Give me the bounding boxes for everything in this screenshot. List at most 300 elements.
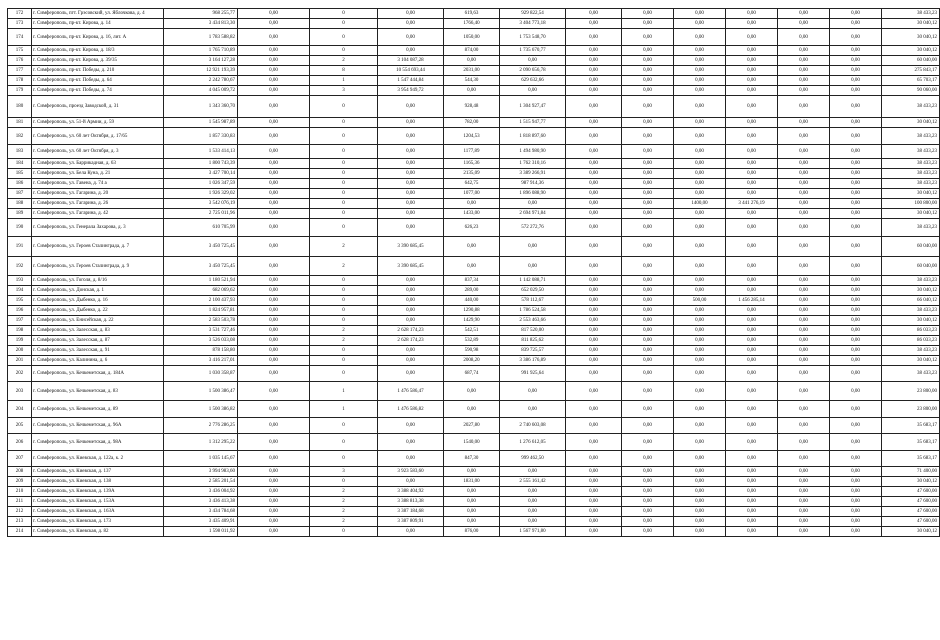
value-cell: 3 994 983,60 xyxy=(164,467,238,477)
table-row xyxy=(8,86,940,96)
value-cell: 0,00 xyxy=(566,286,622,296)
value-cell: 0,00 xyxy=(830,346,882,356)
value-cell: 35 683,17 xyxy=(882,434,940,451)
value-cell: 2008,20 xyxy=(444,356,500,366)
value-cell: 0,00 xyxy=(622,356,674,366)
value-cell: 0,00 xyxy=(566,477,622,487)
value-cell: 1 312 295,22 xyxy=(164,434,238,451)
value-cell: 0,00 xyxy=(622,451,674,467)
value-cell: 0,00 xyxy=(566,257,622,276)
value-cell: 0,00 xyxy=(778,257,830,276)
value-cell: 0,00 xyxy=(778,467,830,477)
value-cell: 30 040,12 xyxy=(882,209,940,219)
value-cell: 0,00 xyxy=(778,189,830,199)
value-cell: 0,00 xyxy=(778,477,830,487)
value-cell: 3 436 413,38 xyxy=(164,497,238,507)
value-cell: 0,00 xyxy=(566,237,622,257)
value-cell: 47 600,00 xyxy=(882,487,940,497)
value-cell: 0,00 xyxy=(444,517,500,527)
value-cell: 0,00 xyxy=(726,219,778,237)
value-cell: 0,00 xyxy=(238,96,310,118)
address-cell: г. Симферополь, ул. Гагарина, д. 42 xyxy=(32,209,164,219)
table-row xyxy=(8,276,940,286)
table-row xyxy=(8,434,940,451)
value-cell: 1 533 414,13 xyxy=(164,145,238,159)
value-cell: 0,00 xyxy=(566,467,622,477)
value-cell: 0,00 xyxy=(566,451,622,467)
value-cell: 0,00 xyxy=(378,46,444,56)
address-cell: г. Симферополь, ул. Кечкеметская, д. 184А xyxy=(32,366,164,382)
table-row xyxy=(8,46,940,56)
value-cell: 0,00 xyxy=(238,19,310,29)
value-cell: 0,00 xyxy=(566,507,622,517)
value-cell: 987 914,36 xyxy=(500,179,566,189)
value-cell: 1 456 285,14 xyxy=(726,296,778,306)
value-cell: 3 427 700,14 xyxy=(164,169,238,179)
value-cell: 3 164 127,28 xyxy=(164,56,238,66)
value-cell: 1 786 524,58 xyxy=(500,306,566,316)
value-cell: 0,00 xyxy=(378,418,444,434)
value-cell: 0,00 xyxy=(830,467,882,477)
value-cell: 0,00 xyxy=(830,199,882,209)
address-cell: г. Симферополь, ул. Киевская, д. 173 xyxy=(32,517,164,527)
table-row xyxy=(8,29,940,46)
address-cell: г. Симферополь, ул. 60 лет Октября, д. 17/65 xyxy=(32,128,164,145)
value-cell: 0,00 xyxy=(378,145,444,159)
value-cell: 0,00 xyxy=(500,487,566,497)
value-cell: 682 069,62 xyxy=(164,286,238,296)
value-cell: 0,00 xyxy=(830,527,882,537)
value-cell: 0,00 xyxy=(830,189,882,199)
address-cell: г. Симферополь, ул. Киевская, д. 163А xyxy=(32,507,164,517)
value-cell: 3 416 217,01 xyxy=(164,356,238,366)
value-cell: 0,00 xyxy=(674,418,726,434)
value-cell: 3 390 685,45 xyxy=(378,237,444,257)
value-cell: 0 xyxy=(310,451,378,467)
value-cell: 0,00 xyxy=(622,306,674,316)
table-row xyxy=(8,76,940,86)
value-cell: 47 600,00 xyxy=(882,497,940,507)
value-cell: 0,00 xyxy=(778,401,830,418)
value-cell: 0,00 xyxy=(830,128,882,145)
address-cell: г. Симферополь, ул. 51-й Армии, д. 59 xyxy=(32,118,164,128)
value-cell: 0,00 xyxy=(238,118,310,128)
value-cell: 0,00 xyxy=(674,487,726,497)
address-cell: г. Симферополь, пр-кт. Кирова, д. 16, лит. А xyxy=(32,29,164,46)
table-row xyxy=(8,128,940,145)
value-cell: 0,00 xyxy=(778,209,830,219)
value-cell: 578 112,67 xyxy=(500,296,566,306)
value-cell: 3 386 176,89 xyxy=(500,356,566,366)
value-cell: 2 xyxy=(310,336,378,346)
table-row xyxy=(8,257,940,276)
address-cell: г. Симферополь, пр-кт. Победы, д. 74 xyxy=(32,86,164,96)
value-cell: 0,00 xyxy=(830,382,882,401)
value-cell: 440,00 xyxy=(444,296,500,306)
value-cell: 8 xyxy=(310,66,378,76)
value-cell: 0,00 xyxy=(778,159,830,169)
value-cell: 1 598 011,92 xyxy=(164,527,238,537)
value-cell: 0,00 xyxy=(726,451,778,467)
value-cell: 86 033,23 xyxy=(882,326,940,336)
value-cell: 0,00 xyxy=(674,507,726,517)
address-cell: г. Симферополь, ул. Донская, д. 1 xyxy=(32,286,164,296)
address-cell: г. Симферополь, пгт. Грэсовский, ул. Яблочкова, д. 4 xyxy=(32,9,164,19)
value-cell: 0,00 xyxy=(566,189,622,199)
address-cell: г. Симферополь, ул. Кечкеметская, д. 98А xyxy=(32,434,164,451)
value-cell: 0 xyxy=(310,29,378,46)
row-number-cell: 192 xyxy=(8,257,32,276)
value-cell: 0,00 xyxy=(238,257,310,276)
value-cell: 38 433,23 xyxy=(882,306,940,316)
value-cell: 0,00 xyxy=(674,189,726,199)
value-cell: 0,00 xyxy=(622,145,674,159)
value-cell: 0,00 xyxy=(674,237,726,257)
value-cell: 0,00 xyxy=(778,199,830,209)
value-cell: 2135,09 xyxy=(444,169,500,179)
value-cell: 0,00 xyxy=(726,276,778,286)
value-cell: 0,00 xyxy=(378,346,444,356)
value-cell: 0,00 xyxy=(674,209,726,219)
value-cell: 1429,90 xyxy=(444,316,500,326)
row-number-cell: 191 xyxy=(8,237,32,257)
value-cell: 0,00 xyxy=(566,336,622,346)
value-cell: 0,00 xyxy=(778,336,830,346)
value-cell: 0,00 xyxy=(238,507,310,517)
row-number-cell: 184 xyxy=(8,159,32,169)
value-cell: 0,00 xyxy=(566,296,622,306)
value-cell: 0,00 xyxy=(238,169,310,179)
row-number-cell: 202 xyxy=(8,366,32,382)
table-row xyxy=(8,145,940,159)
value-cell: 0,00 xyxy=(726,346,778,356)
value-cell: 0,00 xyxy=(830,507,882,517)
value-cell: 60 040,00 xyxy=(882,56,940,66)
value-cell: 0,00 xyxy=(778,382,830,401)
value-cell: 0 xyxy=(310,96,378,118)
value-cell: 38 433,23 xyxy=(882,179,940,189)
row-number-cell: 176 xyxy=(8,56,32,66)
table-row xyxy=(8,356,940,366)
value-cell: 1 762 310,16 xyxy=(500,159,566,169)
value-cell: 0,00 xyxy=(378,159,444,169)
value-cell: 0,00 xyxy=(726,434,778,451)
value-cell: 0,00 xyxy=(238,336,310,346)
value-cell: 0,00 xyxy=(830,434,882,451)
value-cell: 0,00 xyxy=(238,326,310,336)
value-cell: 0,00 xyxy=(726,159,778,169)
value-cell: 0,00 xyxy=(566,169,622,179)
value-cell: 0,00 xyxy=(726,418,778,434)
value-cell: 0,00 xyxy=(830,306,882,316)
value-cell: 0,00 xyxy=(726,487,778,497)
address-cell: г. Симферополь, ул. Кечкеметская, д. 96А xyxy=(32,418,164,434)
value-cell: 0,00 xyxy=(830,257,882,276)
value-cell: 0,00 xyxy=(500,401,566,418)
address-cell: г. Симферополь, пр-кт. Кирова, д. 18/3 xyxy=(32,46,164,56)
value-cell: 0,00 xyxy=(566,128,622,145)
value-cell: 3 387 184,68 xyxy=(378,507,444,517)
value-cell: 0,00 xyxy=(726,286,778,296)
value-cell: 0 xyxy=(310,145,378,159)
address-cell: г. Симферополь, ул. Гагарина, д. 26 xyxy=(32,199,164,209)
value-cell: 0,00 xyxy=(566,209,622,219)
table-row xyxy=(8,199,940,209)
row-number-cell: 194 xyxy=(8,286,32,296)
value-cell: 0,00 xyxy=(378,219,444,237)
value-cell: 837,34 xyxy=(444,276,500,286)
value-cell: 0,00 xyxy=(726,326,778,336)
value-cell: 30 040,12 xyxy=(882,286,940,296)
value-cell: 0,00 xyxy=(500,382,566,401)
value-cell: 0,00 xyxy=(566,517,622,527)
value-cell: 0,00 xyxy=(726,56,778,66)
value-cell: 532,89 xyxy=(444,336,500,346)
address-cell: г. Симферополь, ул. Генерала Захарова, д. 3 xyxy=(32,219,164,237)
value-cell: 0,00 xyxy=(778,356,830,366)
value-cell: 0,00 xyxy=(726,86,778,96)
address-cell: г. Симферополь, ул. Кечкеметская, д. 89 xyxy=(32,401,164,418)
value-cell: 0,00 xyxy=(726,497,778,507)
value-cell: 0,00 xyxy=(726,316,778,326)
value-cell: 0,00 xyxy=(378,356,444,366)
value-cell: 0,00 xyxy=(566,56,622,66)
value-cell: 0,00 xyxy=(566,159,622,169)
table-row xyxy=(8,219,940,237)
value-cell: 1 515 947,77 xyxy=(500,118,566,128)
row-number-cell: 203 xyxy=(8,382,32,401)
address-cell: г. Симферополь, ул. Залесская, д. 91 xyxy=(32,346,164,356)
address-cell: г. Симферополь, ул. Кечкеметская, д. 83 xyxy=(32,382,164,401)
value-cell: 0,00 xyxy=(726,507,778,517)
value-cell: 0,00 xyxy=(500,56,566,66)
value-cell: 0,00 xyxy=(238,487,310,497)
value-cell: 0 xyxy=(310,128,378,145)
row-number-cell: 179 xyxy=(8,86,32,96)
table-row xyxy=(8,366,940,382)
value-cell: 0,00 xyxy=(622,118,674,128)
address-cell: г. Симферополь, ул. Гагарина, д. 20 xyxy=(32,189,164,199)
value-cell: 1 180 521,94 xyxy=(164,276,238,286)
value-cell: 590,98 xyxy=(444,346,500,356)
row-number-cell: 177 xyxy=(8,66,32,76)
row-number-cell: 206 xyxy=(8,434,32,451)
table-row xyxy=(8,169,940,179)
value-cell: 1 500 386,47 xyxy=(164,382,238,401)
address-cell: г. Симферополь, ул. Киевская, д. 138 xyxy=(32,477,164,487)
row-number-cell: 185 xyxy=(8,169,32,179)
value-cell: 876,00 xyxy=(444,527,500,537)
row-number-cell: 199 xyxy=(8,336,32,346)
value-cell: 0,00 xyxy=(674,86,726,96)
value-cell: 30 040,12 xyxy=(882,477,940,487)
value-cell: 0,00 xyxy=(622,346,674,356)
value-cell: 0,00 xyxy=(778,487,830,497)
value-cell: 3 526 033,08 xyxy=(164,336,238,346)
value-cell: 0,00 xyxy=(830,76,882,86)
address-cell: г. Симферополь, ул. Дыбенко, д. 22 xyxy=(32,306,164,316)
value-cell: 0,00 xyxy=(622,527,674,537)
value-cell: 0,00 xyxy=(674,451,726,467)
value-cell: 0,00 xyxy=(566,346,622,356)
value-cell: 3 390 685,45 xyxy=(378,257,444,276)
value-cell: 1540,00 xyxy=(444,434,500,451)
value-cell: 0,00 xyxy=(566,179,622,189)
value-cell: 2 xyxy=(310,257,378,276)
value-cell: 0,00 xyxy=(778,316,830,326)
row-number-cell: 196 xyxy=(8,306,32,316)
value-cell: 1 xyxy=(310,76,378,86)
value-cell: 0,00 xyxy=(500,86,566,96)
value-cell: 0,00 xyxy=(444,497,500,507)
address-cell: г. Симферополь, ул. Киевская, д. 137 xyxy=(32,467,164,477)
value-cell: 500,00 xyxy=(674,296,726,306)
value-cell: 0,00 xyxy=(444,56,500,66)
value-cell: 0,00 xyxy=(778,219,830,237)
value-cell: 0,00 xyxy=(444,487,500,497)
value-cell: 2027,80 xyxy=(444,418,500,434)
value-cell: 0,00 xyxy=(674,276,726,286)
value-cell: 0,00 xyxy=(378,9,444,19)
value-cell: 0 xyxy=(310,306,378,316)
value-cell: 0,00 xyxy=(674,336,726,346)
table-row xyxy=(8,517,940,527)
value-cell: 2031,00 xyxy=(444,66,500,76)
value-cell: 0,00 xyxy=(778,56,830,66)
row-number-cell: 178 xyxy=(8,76,32,86)
value-cell: 782,00 xyxy=(444,118,500,128)
value-cell: 0,00 xyxy=(566,306,622,316)
value-cell: 0,00 xyxy=(726,189,778,199)
value-cell: 3 450 725,45 xyxy=(164,257,238,276)
value-cell: 0,00 xyxy=(726,356,778,366)
table-row xyxy=(8,179,940,189)
value-cell: 1 765 710,89 xyxy=(164,46,238,56)
value-cell: 3 104 087,28 xyxy=(378,56,444,66)
value-cell: 0,00 xyxy=(622,76,674,86)
value-cell: 0,00 xyxy=(238,401,310,418)
table-row xyxy=(8,237,940,257)
value-cell: 0,00 xyxy=(238,66,310,76)
value-cell: 2 xyxy=(310,56,378,66)
value-cell: 0,00 xyxy=(674,257,726,276)
value-cell: 0,00 xyxy=(238,9,310,19)
row-number-cell: 214 xyxy=(8,527,32,537)
value-cell: 1 783 588,82 xyxy=(164,29,238,46)
value-cell: 0,00 xyxy=(830,286,882,296)
address-cell: г. Симферополь, ул. Героев Сталинграда, д. 9 xyxy=(32,257,164,276)
row-number-cell: 182 xyxy=(8,128,32,145)
value-cell: 0,00 xyxy=(778,296,830,306)
row-number-cell: 181 xyxy=(8,118,32,128)
value-cell: 0,00 xyxy=(830,356,882,366)
value-cell: 3 954 949,72 xyxy=(378,86,444,96)
value-cell: 0,00 xyxy=(778,76,830,86)
value-cell: 0,00 xyxy=(726,9,778,19)
value-cell: 0,00 xyxy=(238,209,310,219)
value-cell: 0,00 xyxy=(622,401,674,418)
value-cell: 0,00 xyxy=(830,209,882,219)
value-cell: 0,00 xyxy=(830,86,882,96)
value-cell: 0,00 xyxy=(378,199,444,209)
value-cell: 2 555 161,42 xyxy=(500,477,566,487)
value-cell: 3 xyxy=(310,467,378,477)
value-cell: 0,00 xyxy=(500,497,566,507)
value-cell: 2 xyxy=(310,237,378,257)
value-cell: 3 388 404,92 xyxy=(378,487,444,497)
value-cell: 0,00 xyxy=(566,19,622,29)
value-cell: 0 xyxy=(310,316,378,326)
value-cell: 0,00 xyxy=(674,527,726,537)
value-cell: 0,00 xyxy=(622,209,674,219)
value-cell: 0,00 xyxy=(674,219,726,237)
value-cell: 0,00 xyxy=(378,296,444,306)
row-number-cell: 212 xyxy=(8,507,32,517)
value-cell: 2 xyxy=(310,497,378,507)
value-cell: 0,00 xyxy=(778,86,830,96)
value-cell: 0,00 xyxy=(778,66,830,76)
value-cell: 0,00 xyxy=(622,366,674,382)
value-cell: 0,00 xyxy=(830,418,882,434)
address-cell: г. Симферополь, ул. 60 лет Октября, д. 3 xyxy=(32,145,164,159)
value-cell: 0,00 xyxy=(778,326,830,336)
value-cell: 629 632,66 xyxy=(500,76,566,86)
value-cell: 30 040,12 xyxy=(882,46,940,56)
row-number-cell: 186 xyxy=(8,179,32,189)
value-cell: 1433,00 xyxy=(444,209,500,219)
value-cell: 0,00 xyxy=(238,159,310,169)
value-cell: 30 040,12 xyxy=(882,118,940,128)
value-cell: 0,00 xyxy=(622,487,674,497)
value-cell: 0,00 xyxy=(238,29,310,46)
value-cell: 0,00 xyxy=(622,316,674,326)
value-cell: 0,00 xyxy=(674,306,726,316)
value-cell: 1 824 957,81 xyxy=(164,306,238,316)
value-cell: 0,00 xyxy=(622,507,674,517)
value-cell: 0,00 xyxy=(622,179,674,189)
value-cell: 0,00 xyxy=(674,477,726,487)
value-cell: 0,00 xyxy=(830,487,882,497)
value-cell: 0,00 xyxy=(378,276,444,286)
value-cell: 0 xyxy=(310,209,378,219)
table-row xyxy=(8,19,940,29)
value-cell: 0,00 xyxy=(830,159,882,169)
value-cell: 1 xyxy=(310,401,378,418)
value-cell: 0,00 xyxy=(726,257,778,276)
value-cell: 90 060,00 xyxy=(882,86,940,96)
value-cell: 0,00 xyxy=(622,382,674,401)
value-cell: 0,00 xyxy=(238,56,310,66)
value-cell: 1 500 386,82 xyxy=(164,401,238,418)
value-cell: 30 040,12 xyxy=(882,29,940,46)
value-cell: 0,00 xyxy=(778,237,830,257)
table-row xyxy=(8,189,940,199)
row-number-cell: 174 xyxy=(8,29,32,46)
value-cell: 0,00 xyxy=(726,128,778,145)
value-cell: 0,00 xyxy=(674,356,726,366)
address-cell: г. Симферополь, пр-кт. Кирова, д. 14 xyxy=(32,19,164,29)
value-cell: 0 xyxy=(310,296,378,306)
value-cell: 0,00 xyxy=(378,527,444,537)
value-cell: 1 857 330,83 xyxy=(164,128,238,145)
value-cell: 0,00 xyxy=(378,128,444,145)
value-cell: 0 xyxy=(310,46,378,56)
value-cell: 572 272,76 xyxy=(500,219,566,237)
table-row xyxy=(8,346,940,356)
value-cell: 1766,40 xyxy=(444,19,500,29)
value-cell: 1 276 612,05 xyxy=(500,434,566,451)
value-cell: 3 436 004,92 xyxy=(164,487,238,497)
